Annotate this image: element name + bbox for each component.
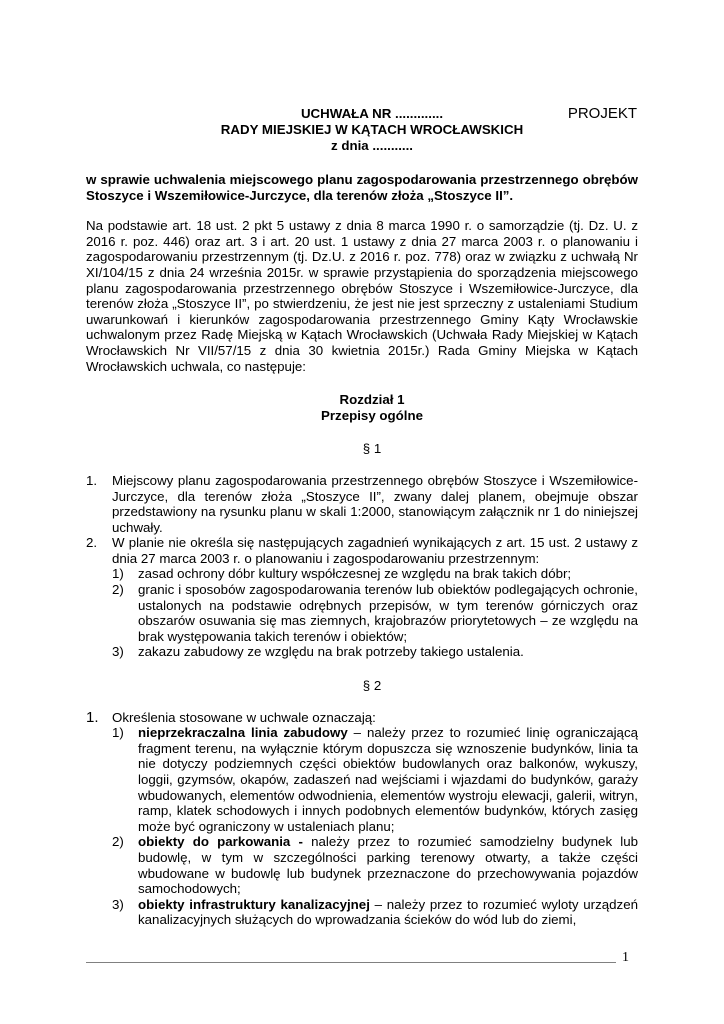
item-number: 2. <box>86 535 98 551</box>
chapter-label: Rozdział 1 <box>339 392 405 408</box>
sub-item-text: zakazu zabudowy ze względu na brak potrzeby takiego ustalenia. <box>138 644 524 660</box>
resolution-number: UCHWAŁA NR ............. <box>300 106 444 121</box>
definition-term: obiekty do parkowania - <box>138 834 303 850</box>
definition-item <box>112 725 638 834</box>
definition-term: nieprzekraczalna linia zabudowy <box>138 725 348 741</box>
sub-item-text: granic i sposobów zagospodarowania terenów lub obiektów podlegających ochronie, ustalonych na podstawie odrębnych przepisów, w tym terenów górniczych oraz obszarów osuwania się mas ziemnych, krajobrazów priorytetowych – ze względu na brak występowania takich terenów i obiektów; <box>138 582 638 644</box>
footer-divider <box>86 962 616 963</box>
list-item <box>86 473 638 535</box>
item-text: W planie nie określa się następujących zagadnień wynikających z art. 15 ust. 2 ustawy z dnia 27 marca 2003 r. o planowaniu i zagospodarowaniu przestrzennym: <box>112 535 638 566</box>
sub-item-text: zasad ochrony dóbr kultury współczesnej ze względu na brak takich dóbr; <box>138 566 572 582</box>
section-mark-1: § 1 <box>362 441 382 457</box>
section-2-list <box>86 710 638 928</box>
resolution-subject: w sprawie uchwalenia miejscowego planu zagospodarowania przestrzennego obrębów Stoszyce i Wszemiłowice-Jurczyce, dla terenów złoża „Stoszyce II”. <box>86 172 638 203</box>
definitions-list <box>112 725 638 928</box>
chapter-name: Przepisy ogólne <box>321 407 423 423</box>
list-item <box>86 710 638 928</box>
item-text: Miejscowy planu zagospodarowania przestrzennego obrębów Stoszyce i Wszemiłowice-Jurczyce, dla terenów złoża „Stoszyce II”, zwany dalej planem, obejmuje obszar przedstawiony na rysunku planu w skali 1:2000, stanowiącym załącznik nr 1 do niniejszej uchwały. <box>112 472 638 535</box>
sub-item-number: 1) <box>112 566 124 582</box>
legal-basis: Na podstawie art. 18 ust. 2 pkt 5 ustawy z dnia 8 marca 1990 r. o samorządzie (tj. Dz. U. z 2016 r. poz. 446) oraz art. 3 i art. 20 ust. 1 ustawy z dnia 27 marca 2003 r. o planowaniu i zagospodarowaniu przestrzennym (tj. Dz.U. z 2016 r. poz. 778) oraz w związku z uchwałą Nr XI/104/15 z dnia 24 września 2015r. w sprawie przystąpienia do sporządzenia miejscowego planu zagospodarowania przestrzennego obrębów Stoszyce i Wszemiłowice-Jurczyce, dla terenów złoża „Stoszyce II”, po stwierdzeniu, że jest nie jest sprzeczny z ustaleniami Studium uwarunkowań i kierunków zagospodarowania przestrzennego Gminy Kąty Wrocławskie uchwalonym przez Radę Miejską w Kątach Wrocławskich (Uchwała Rady Miejskiej w Kątach Wrocławskich Nr VII/57/15 z dnia 30 kwietnia 2015r.) Rada Gminy Miejska w Kątach Wrocławskich uchwala, co następuje: <box>86 218 638 374</box>
definition-number: 2) <box>112 834 124 850</box>
definition-item <box>112 897 638 928</box>
definition-number: 3) <box>112 896 124 912</box>
council-name: RADY MIEJSKIEJ W KĄTACH WROCŁAWSKICH <box>220 122 524 137</box>
sub-list-item <box>112 582 638 644</box>
list-item <box>86 535 638 660</box>
sub-list <box>112 566 638 660</box>
resolution-date: z dnia ........... <box>330 138 413 153</box>
sub-list-item <box>112 566 638 582</box>
definition-number: 1) <box>112 725 124 741</box>
sub-item-number: 2) <box>112 582 124 598</box>
sub-list-item <box>112 644 638 660</box>
item-number: 1. <box>86 472 98 488</box>
section-mark-2: § 2 <box>362 678 382 694</box>
chapter-heading <box>86 392 638 423</box>
draft-label: PROJEKT <box>567 105 637 122</box>
sub-item-number: 3) <box>112 644 124 660</box>
section-1-list <box>86 473 638 660</box>
definition-item <box>112 834 638 896</box>
definition-text: – należy przez to rozumieć linię ograniczającą fragment terenu, na wyłącznie którym dopuszcza się wznoszenie budynków, linia ta nie dotyczy podziemnych części obiektów budowlanych oraz balkonów, wykuszy, loggii, gzymsów, okapów, zadaszeń nad wejściami i wjazdami do budynków, garaży wbudowanych, elementów odwodnienia, elementów wystroju elewacji, galerii, witryn, ramp, klatek schodowych i innych podobnych elementów budynków, których zasięg może być ograniczony w ustaleniach planu; <box>138 725 638 834</box>
document-page <box>86 106 638 928</box>
definition-text: – należy przez to rozumieć wyloty urządzeń kanalizacyjnych służących do wprowadzania ścieków do wód lub do ziemi, <box>138 896 638 928</box>
resolution-title <box>86 106 638 154</box>
item-number: 1. <box>86 708 99 726</box>
definition-text: należy przez to rozumieć samodzielny budynek lub budowlę, w tym w szczególności parking terenowy otwarty, a także części wbudowane w budowlę lub budynek przeznaczone do przechowywania pojazdów samochodowych; <box>138 834 639 897</box>
page-number: 1 <box>622 950 629 965</box>
item-text: Określenia stosowane w uchwale oznaczają: <box>112 709 376 725</box>
definition-term: obiekty infrastruktury kanalizacyjnej <box>138 896 370 912</box>
